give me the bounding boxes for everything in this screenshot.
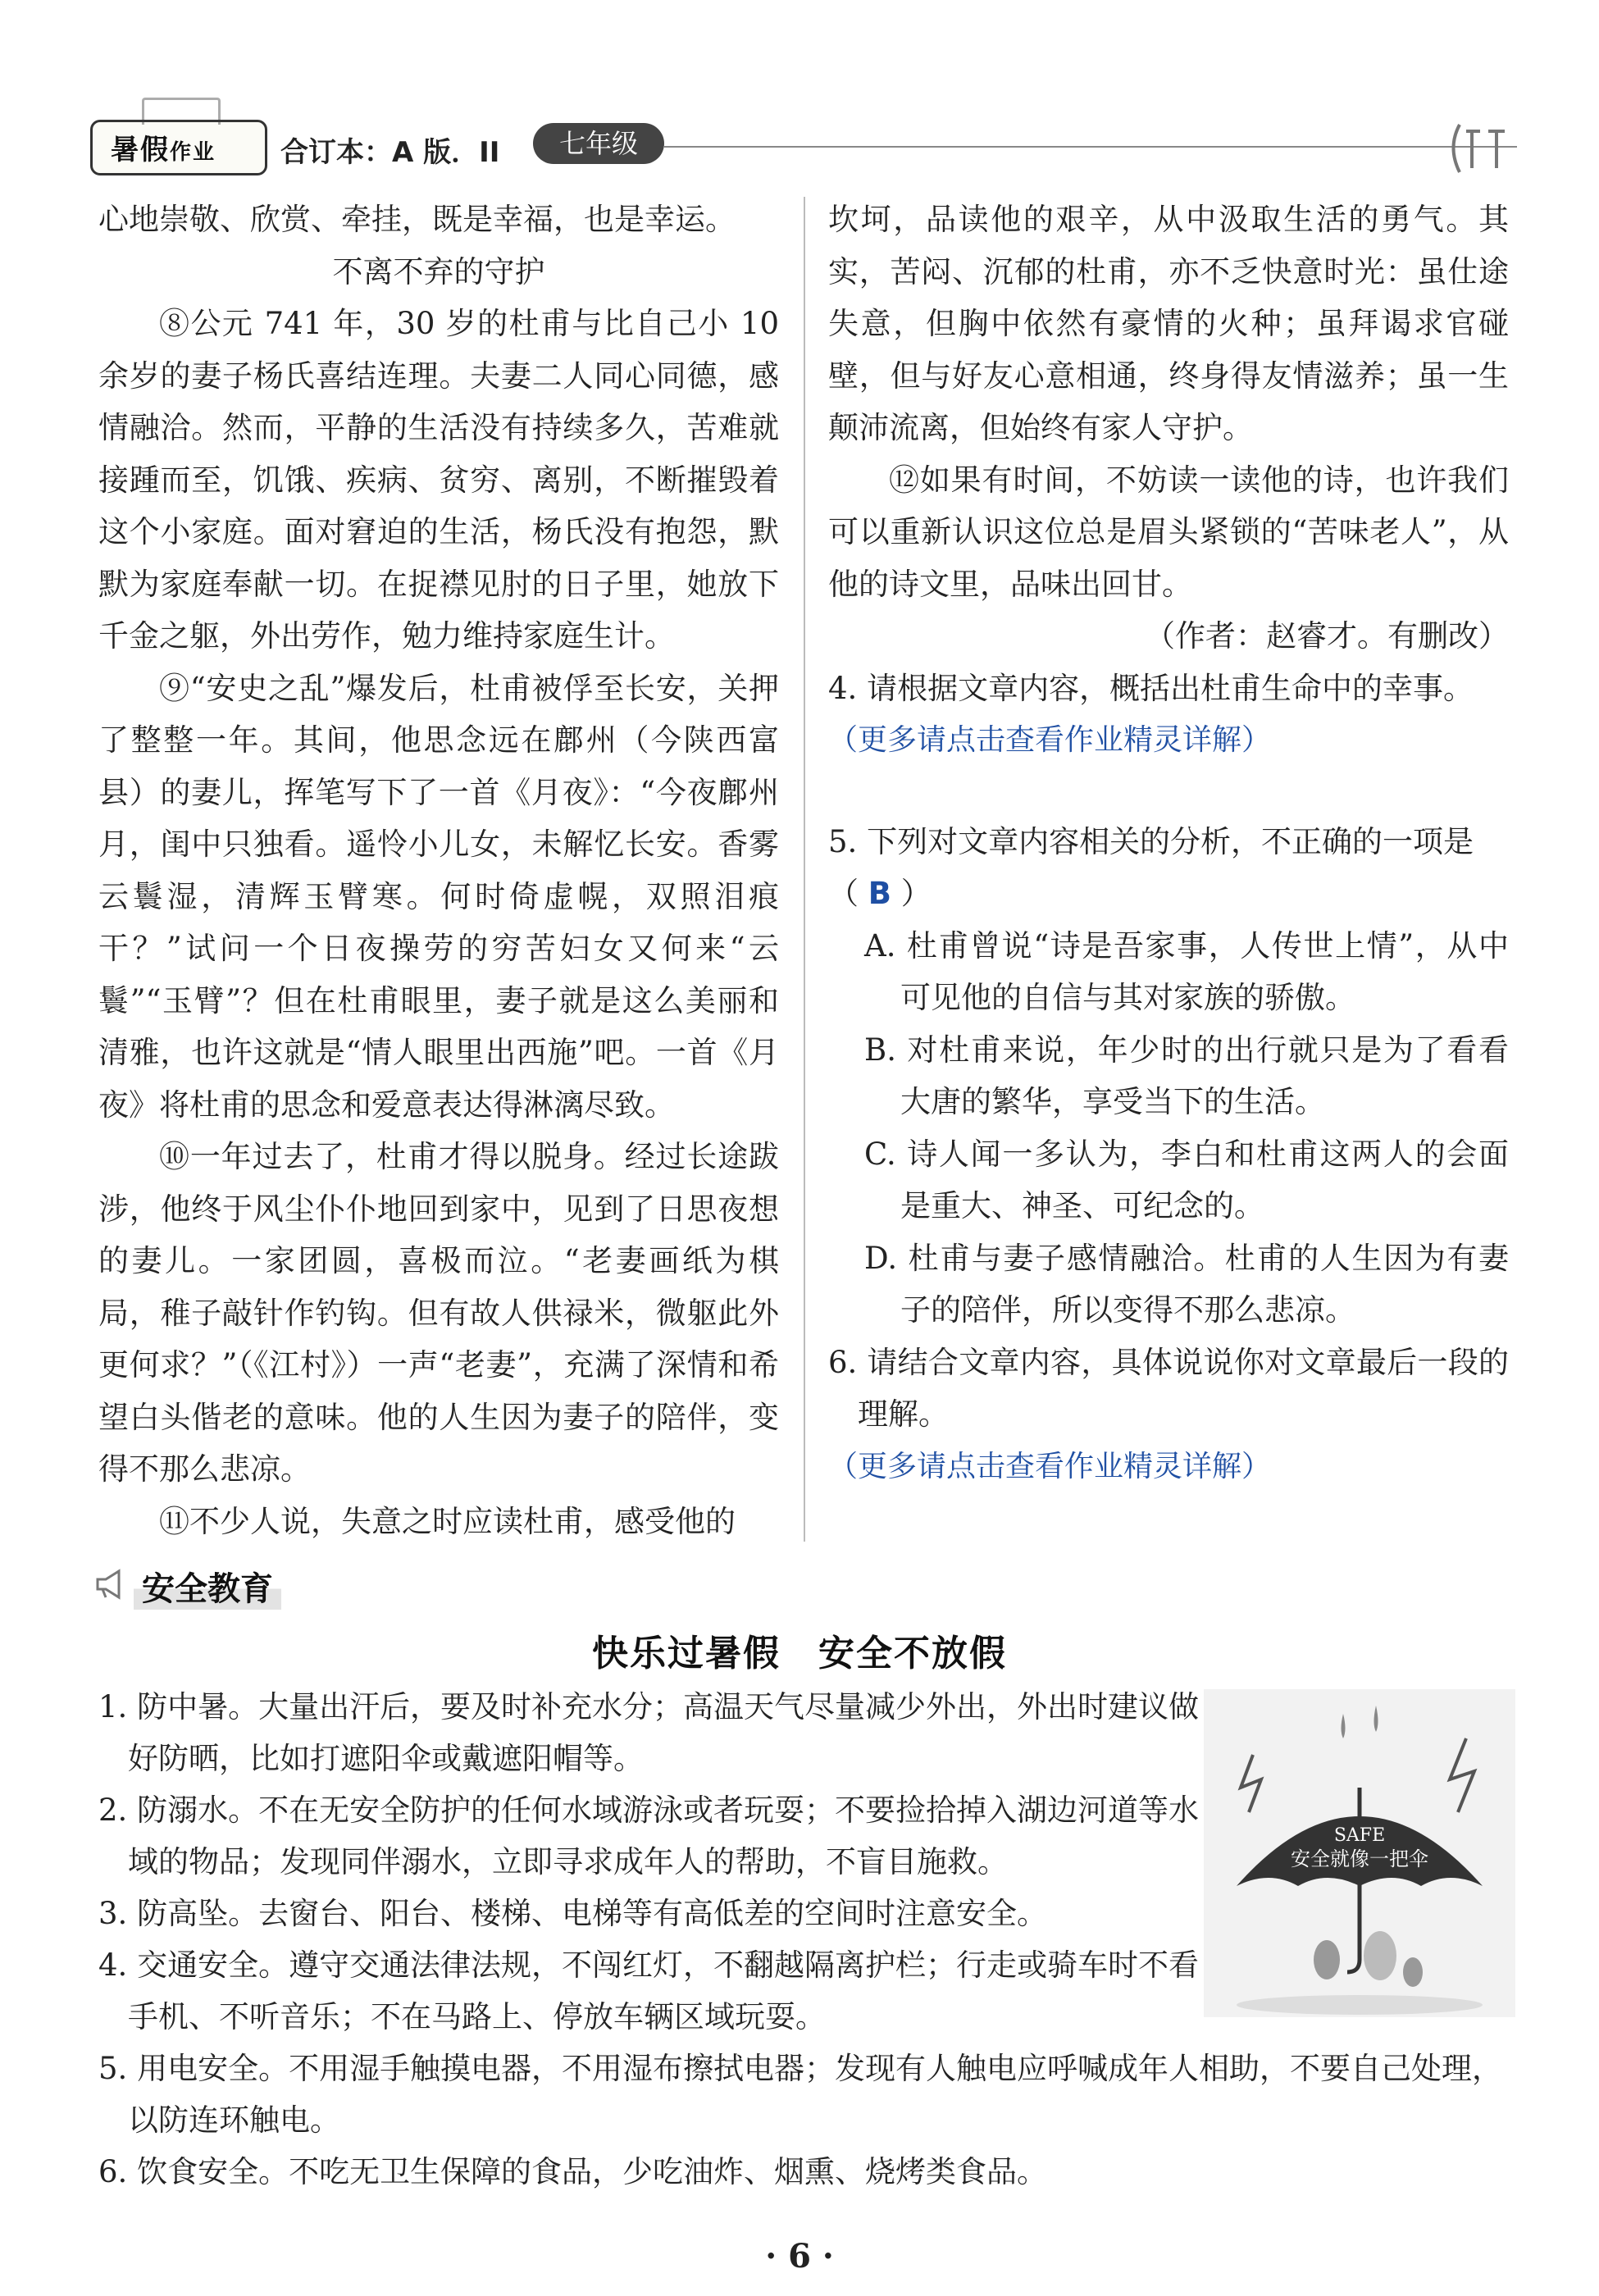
logo-text [111, 127, 216, 167]
author-credit: （作者：赵睿才。有删改） [1145, 618, 1509, 654]
paragraph-11-start: ⑪不少人说，失意之时应读杜甫，感受他的 [159, 1503, 736, 1539]
grade-badge: 七年级 [533, 123, 664, 164]
safety-item-6: 6. 饮食安全。不吃无卫生保障的食品，少吃油炸、烟熏、烧烤类食品。 [98, 2154, 1048, 2189]
safety-title: 快乐过暑假 安全不放假 [592, 1633, 1007, 1674]
safety-item-1: 1. 防中暑。大量出汗后，要及时补充水分；高温天气尽量减少外出，外出时建议做好防晒，比如打遮阳伞或戴遮阳帽等。 [98, 1689, 1200, 1776]
logo-main: 暑假 [111, 134, 170, 166]
paragraph-12: ⑫如果有时间，不妨读一读他的诗，也许我们可以重新认识这位总是眉头紧锁的“苦味老人”，从他的诗文里，品味出回甘。 [828, 462, 1509, 602]
paragraph-8: ⑧公元 741 年，30 岁的杜甫与比自己小 10 余岁的妻子杨氏喜结连理。夫妻二人同心同德，感情融洽。然而，平静的生活没有持续多久，苦难就接踵而至，饥饿、疾病、贫穷、离别，不断摧毁着这个小家庭。面对窘迫的生活，杨氏没有抱怨，默默为家庭奉献一切。在捉襟见肘的日子里，她放下千金之躯，外出劳作，勉力维持家庭生计。 [98, 306, 779, 654]
answer-bracket-open: （ [828, 876, 868, 911]
answer-space [828, 767, 1509, 816]
umbrella-icon [1204, 1689, 1515, 2017]
safety-section-label: 安全教育 [134, 1563, 281, 1610]
more-details-link-1[interactable]: （更多请点击查看作业精灵详解） [828, 723, 1272, 757]
option-a: A. 杜甫曾说“诗是吾家事，人传世上情”，从中可见他的自信与其对家族的骄傲。 [864, 927, 1509, 1015]
option-d: D. 杜甫与妻子感情融洽。杜甫的人生因为有妻子的陪伴，所以变得不那么悲凉。 [864, 1240, 1509, 1328]
question-4: 4. 请根据文章内容，概括出杜甫生命中的幸事。 [828, 670, 1474, 706]
paragraph-continued: 心地崇敬、欣赏、牵挂，既是幸福，也是幸运。 [98, 202, 736, 237]
question-5: 5. 下列对文章内容相关的分析，不正确的一项是 [828, 823, 1474, 859]
right-column [828, 194, 1509, 1492]
more-details-link-2[interactable]: （更多请点击查看作业精灵详解） [828, 1449, 1272, 1483]
section-heading: 不离不弃的守护 [332, 253, 545, 289]
paragraph-11-end: 坎坷，品读他的艰辛，从中汲取生活的勇气。其实，苦闷、沉郁的杜甫，亦不乏快意时光：虽仕途失意，但胸中依然有豪情的火种；虽拜谒求官碰壁，但与好友心意相通，终身得友情滋养；虽一生颠沛流离，但始终有家人守护。 [828, 202, 1509, 445]
logo [90, 120, 267, 175]
option-c: C. 诗人闻一多认为，李白和杜甫这两人的会面是重大、神圣、可纪念的。 [864, 1136, 1509, 1223]
safety-item-3: 3. 防高坠。去窗台、阳台、楼梯、电梯等有高低差的空间时注意安全。 [98, 1896, 1048, 1931]
logo-small: 作业 [170, 140, 216, 165]
left-column [98, 194, 779, 1547]
book-subtitle: 合订本：A 版．II [280, 136, 500, 169]
answer-letter: B [868, 876, 891, 911]
page-number: · 6 · [765, 2237, 834, 2276]
column-divider [804, 197, 805, 1542]
illustration-label: 安全就像一把伞 [1291, 1847, 1428, 1870]
safety-item-4: 4. 交通安全。遵守交通法律法规，不闯红灯，不翻越隔离护栏；行走或骑车时不看手机、不听音乐；不在马路上、停放车辆区域玩耍。 [98, 1947, 1200, 2034]
paragraph-10: ⑩一年过去了，杜甫才得以脱身。经过长途跋涉，他终于风尘仆仆地回到家中，见到了日思夜想的妻儿。一家团圆，喜极而泣。“老妻画纸为棋局，稚子敲针作钓钩。但有故人供禄米，微躯此外更何求？”（《江村》）一声“老妻”，充满了深情和希望白头偕老的意味。他的人生因为妻子的陪伴，变得不那么悲凉。 [98, 1139, 779, 1487]
option-b: B. 对杜甫来说，年少时的出行就只是为了看看大唐的繁华，享受当下的生活。 [864, 1032, 1509, 1119]
page-header [90, 115, 1517, 180]
header-rule [664, 146, 1517, 148]
answer-bracket-close: ） [891, 876, 932, 911]
safety-item-5: 5. 用电安全。不用湿手触摸电器，不用湿布擦拭电器；发现有人触电应呼喊成年人相助，不要自己处理，以防连环触电。 [98, 2051, 1503, 2138]
corner-mark-icon [1443, 115, 1517, 180]
safety-item-2: 2. 防溺水。不在无安全防护的任何水域游泳或者玩耍；不要捡拾掉入湖边河道等水域的物品；发现同伴溺水，立即寻求成年人的帮助，不盲目施救。 [98, 1793, 1200, 1879]
question-6: 6. 请结合文章内容，具体说说你对文章最后一段的理解。 [828, 1344, 1509, 1432]
megaphone-icon [94, 1568, 127, 1601]
question-5-answer [828, 868, 1509, 920]
paragraph-9: ⑨“安史之乱”爆发后，杜甫被俘至长安，关押了整整一年。其间，他思念远在鄜州（今陕西富县）的妻儿，挥笔写下了一首《月夜》：“今夜鄜州月，闺中只独看。遥怜小儿女，未解忆长安。香雾云鬟湿，清辉玉臂寒。何时倚虚幌，双照泪痕干？”试问一个日夜操劳的穷苦妇女又何来“云鬟”“玉臂”？但在杜甫眼里，妻子就是这么美丽和清雅，也许这就是“情人眼里出西施”吧。一首《月夜》将杜甫的思念和爱意表达得淋漓尽致。 [98, 670, 779, 1123]
safety-section-header [94, 1558, 365, 1615]
illustration-label-top: SAFE [1333, 1825, 1386, 1846]
